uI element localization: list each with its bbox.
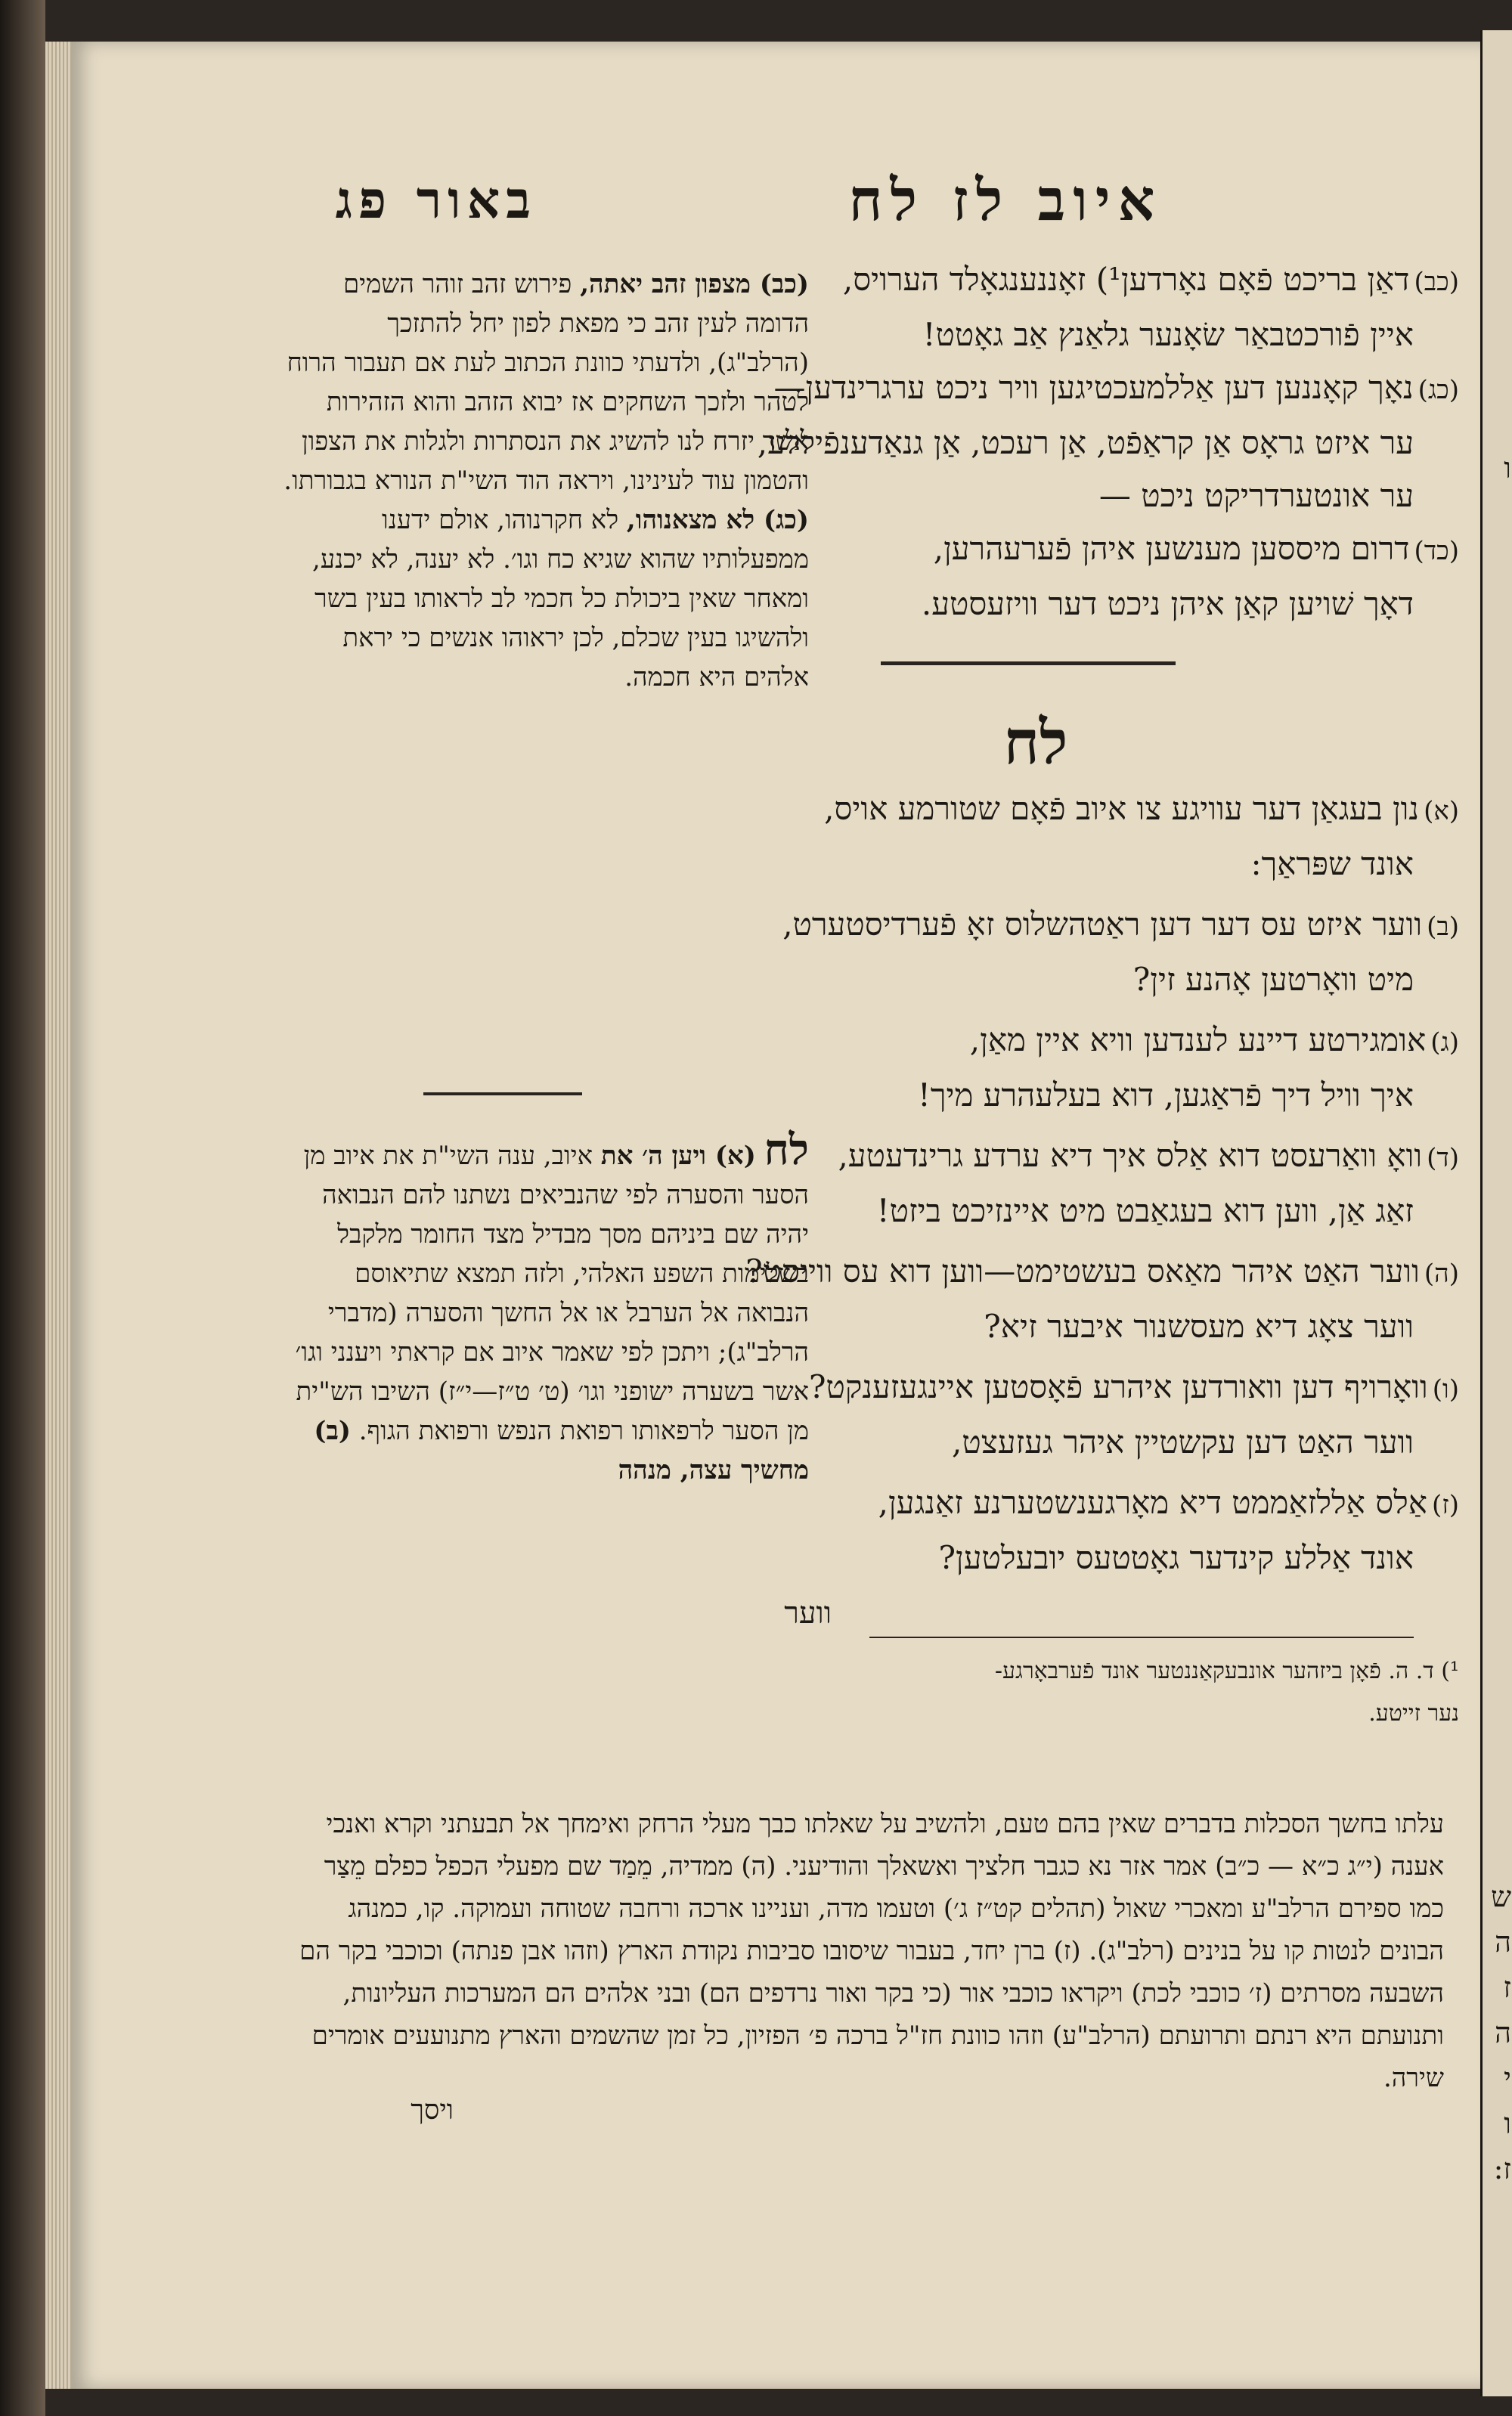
- commentary-paragraph: [280, 265, 809, 500]
- next-page-fragment: י: [1504, 2061, 1511, 2095]
- page-header-title: איוב לז לח: [848, 166, 1163, 234]
- verse-text: דאָך שׁויען קאַן איהן ניכט דער וויזעסטע.: [921, 585, 1414, 622]
- verse-text: אַלס אַללזאַממט דיא מאָרגענשטערנע זאַנגען,: [878, 1484, 1427, 1521]
- verse-text: דאַן בריכט פֿאָם נאָרדען¹) זאָננענגאָלד הערויס,: [842, 261, 1410, 298]
- verse-line: [854, 838, 1459, 891]
- verse-number: (ו): [1432, 1374, 1459, 1405]
- verse-number: (א): [1424, 796, 1459, 826]
- commentary-column: [280, 265, 809, 697]
- footnote-divider: [869, 1637, 1414, 1638]
- verse-line: [824, 782, 1459, 838]
- verse-line: [854, 1476, 1459, 1532]
- next-page-fragment: ה: [1495, 1925, 1511, 1959]
- verse-line: [854, 469, 1459, 522]
- verse-line: [854, 1300, 1459, 1353]
- verse-text: וואָ וואַרעסט דוא אַלס איך דיא ערדע גרינדעטע,: [838, 1137, 1423, 1174]
- verse-text: אונד אַללע קינדער גאָטטעס יובעלטען?: [938, 1539, 1414, 1576]
- section-divider: [881, 661, 1176, 665]
- verse-text: ווער צאָג דיא מעסשנור איבער זיא?: [984, 1308, 1414, 1345]
- commentary-column-ch38: [280, 1125, 809, 1490]
- verse-line: [773, 361, 1459, 417]
- verse-line: [838, 1129, 1459, 1185]
- catchword-commentary: ויסך: [411, 2095, 454, 2126]
- verse-text: נאָך קאָננען דען אַללמעכטיגען וויר ניכט ערגרינדען—: [773, 369, 1414, 406]
- commentary-lemma: (כב) מצפון זהב יאתה,: [580, 269, 809, 299]
- verse-number: (ז): [1431, 1490, 1459, 1520]
- verse-text: נון בעגאַן דער עוויגע צו איוב פֿאָם שטורמע אויס,: [824, 790, 1420, 827]
- verse-text: איין פֿורכטבאַר שׂאָנער גלאַנץ אַב גאָטט!: [922, 316, 1414, 353]
- verse-line: [854, 308, 1459, 361]
- footnote-marker: ¹): [1441, 1658, 1459, 1684]
- verse-number: (ב): [1427, 912, 1459, 942]
- next-page-edge: [1480, 30, 1512, 2396]
- verse-number: (ג): [1430, 1027, 1459, 1058]
- verse-line: [757, 417, 1459, 469]
- verse-number: (כד): [1414, 536, 1459, 566]
- commentary-text: איוב, ענה השי"ת את איוב מן הסער והסערה לפי שהנביאים נשתנו להם הנבואה יהיה שם ביניהם מסך מבדיל מצד החומר מלקבל בשלימות השפע האלהי, ולזה תמצא שתיאוסם הנבואה אל הערבל או אל החשך והסערה (מדברי הרלב"ג); ויתכן לפי שאמר איוב אם קראתי ויענני וגו׳ אשר בשערה ישופני וגו׳ (ט׳ ט״ז—י״ז) השיבו הש"ית מן הסער לרפאותו רפואת הנפש ורפואת הגוף.: [295, 1141, 809, 1446]
- commentary-divider: [423, 1092, 582, 1095]
- verse-text: וואָרויף דען וואורדען איהרע פֿאָסטען איינגעזענקט?: [809, 1368, 1428, 1405]
- next-page-fragment: ו: [1504, 451, 1511, 485]
- next-page-fragment: ש: [1491, 1880, 1511, 1913]
- next-page-fragment: ז:: [1493, 2152, 1511, 2185]
- verse-text: זאַג אַן, ווען דוא בעגאַבט מיט איינזיכט ביזט!: [876, 1192, 1414, 1229]
- footnote: [854, 1650, 1459, 1735]
- verse-number: (ד): [1427, 1143, 1459, 1173]
- verse-line: [854, 1416, 1459, 1469]
- verse-line: [809, 1361, 1459, 1416]
- verse-text: אומגירטע דיינע לענדען וויא איין מאַן,: [969, 1021, 1427, 1058]
- verse-line: [745, 1245, 1459, 1300]
- book-spine: [0, 0, 45, 2416]
- page-edges: [45, 42, 76, 2389]
- next-page-fragment: ו: [1504, 2107, 1511, 2140]
- verse-line: [854, 1185, 1459, 1237]
- verse-line: [854, 1069, 1459, 1122]
- verse-text: ווער איזט עס דער דען ראַטהשלוס זאָ פֿערדיסטערט,: [782, 906, 1423, 943]
- commentary-lemma: (ב) מחשיך עצה, מנהה: [314, 1416, 809, 1485]
- commentary-text: עלתו בחשך הסכלות בדברים שאין בהם טעם, ולהשיב על שאלתו כבך מעלי הרחק ואימחך אל תבעתני וקרא ואנכי אענה (י״ג כ״א — כ״ב) אמר אזר נא כגבר חלציך ואשאלך והודיעני. (ה) ממדיה, מֵמַד שם מפעלי הכפל כפלם מֵצַר כמו ספירם הרלב"ע ומאכרי שאול (תהלים קט״ז ג׳) וטעמו מדה, ועניינו ארכה ורחבה שטוחה ועמוקה. קו, כמנהג הבונים לנטות קו על בנינים (רלב"ג). (ז) ברן יחד, בעבור שיסובו סביבות נקודת הארץ (וזהו אבן פנתה) וכוכבי בקר הם השבעה מסרתים (ז׳ כוכבי לכת) ויקראו כוכבי אור (כי בקר ואור נרדפים הם) ובני אלהים הם המערכות העליונות, ותנועתם היא רנתם ותרועתם (הרלב"ע) וזהו כוונת חז"ל ברכה פ׳ הפזיון, כל זמן שהשמים והארץ מתנועעים אומרים שירה.: [299, 1809, 1444, 2093]
- verse-line: [854, 1532, 1459, 1584]
- verse-number: (כב): [1414, 267, 1459, 297]
- footnote-text: נער זייטע.: [1368, 1700, 1459, 1727]
- main-text-column: [757, 253, 1459, 630]
- verse-line: [782, 898, 1459, 953]
- verse-text: ווער האַט איהר מאַאס בעשטימט—ווען דוא עס ווייסט?: [745, 1253, 1420, 1290]
- footnote-text: ד. ה. פֿאָן ביזהער אונבעקאַננטער אונד פֿערבאָרגע-: [994, 1658, 1434, 1684]
- verse-text: איך וויל דיך פֿראַגען, דוא בעלעהרע מיך!: [917, 1076, 1414, 1114]
- verse-line: [842, 253, 1459, 308]
- verse-text: אונד שפּראַך:: [1250, 845, 1414, 882]
- commentary-lemma: (כג) לא מצאנוהו,: [626, 505, 809, 535]
- next-page-fragment: ה: [1495, 2016, 1511, 2049]
- verse-text: ער אונטערדריקט ניכט —: [1098, 477, 1414, 514]
- verse-line: [854, 953, 1459, 1006]
- commentary-lemma: (א) ויען ה׳ את: [600, 1141, 756, 1171]
- verse-text: ווער האַט דען עקשטיין איהר געזעצט,: [952, 1423, 1414, 1460]
- commentary-bottom: [295, 1803, 1444, 2099]
- verse-line: [854, 522, 1459, 578]
- verse-number: (כג): [1418, 375, 1459, 405]
- verse-number: (ה): [1424, 1259, 1459, 1289]
- verse-text: ער איזט גראָס אַן קראַפֿט, אַן רעכט, אַן גנאַדענפֿיללע,: [757, 424, 1414, 461]
- catchword-main: ווער: [784, 1596, 832, 1631]
- page-header-commentary: באור פג: [335, 170, 537, 231]
- verse-line: [854, 578, 1459, 630]
- verse-line: [854, 1014, 1459, 1069]
- commentary-paragraph: [280, 500, 809, 697]
- footnote-line: [854, 1650, 1459, 1693]
- verse-text: דרום מיססען מענשען איהן פֿערעהרען,: [933, 530, 1410, 567]
- commentary-text: לא חקרנוהו, אולם ידענו ממפעלותיו שהוא שגיא כח וגו׳. לא יענה, לא יכנע, ומאחר שאין ביכולת כל חכמי לב לראותו בעין בשר ולהשיגו בעין שכלם, לכן יראוהו אנשים כי יראת אלהים היא חכמה.: [312, 505, 809, 692]
- next-page-fragment: ז: [1503, 1971, 1511, 2004]
- footnote-line: [854, 1693, 1459, 1735]
- verse-text: מיט וואָרטען אָהנע זין?: [1132, 961, 1414, 998]
- commentary-chapter-heading: לח: [764, 1125, 809, 1175]
- commentary-paragraph: [280, 1125, 809, 1490]
- chapter-heading: לח: [1003, 707, 1068, 778]
- commentary-text: פירוש זהב זוהר השמים הדומה לעין זהב כי מפאת לפון יחל להתזכך (הרלב"ג), ולדעתי כוונת הכתוב לעת אם תעבור הרוח לטהר ולזכך השחקים אז יבוא הזהב והוא הזהירות אשר יזרח לנו להשיג את הנסתרות ולגלות את הצפון והטמון עוד לעינינו, ויראה הוד השי"ת הנורא בגבורתו.: [284, 269, 809, 496]
